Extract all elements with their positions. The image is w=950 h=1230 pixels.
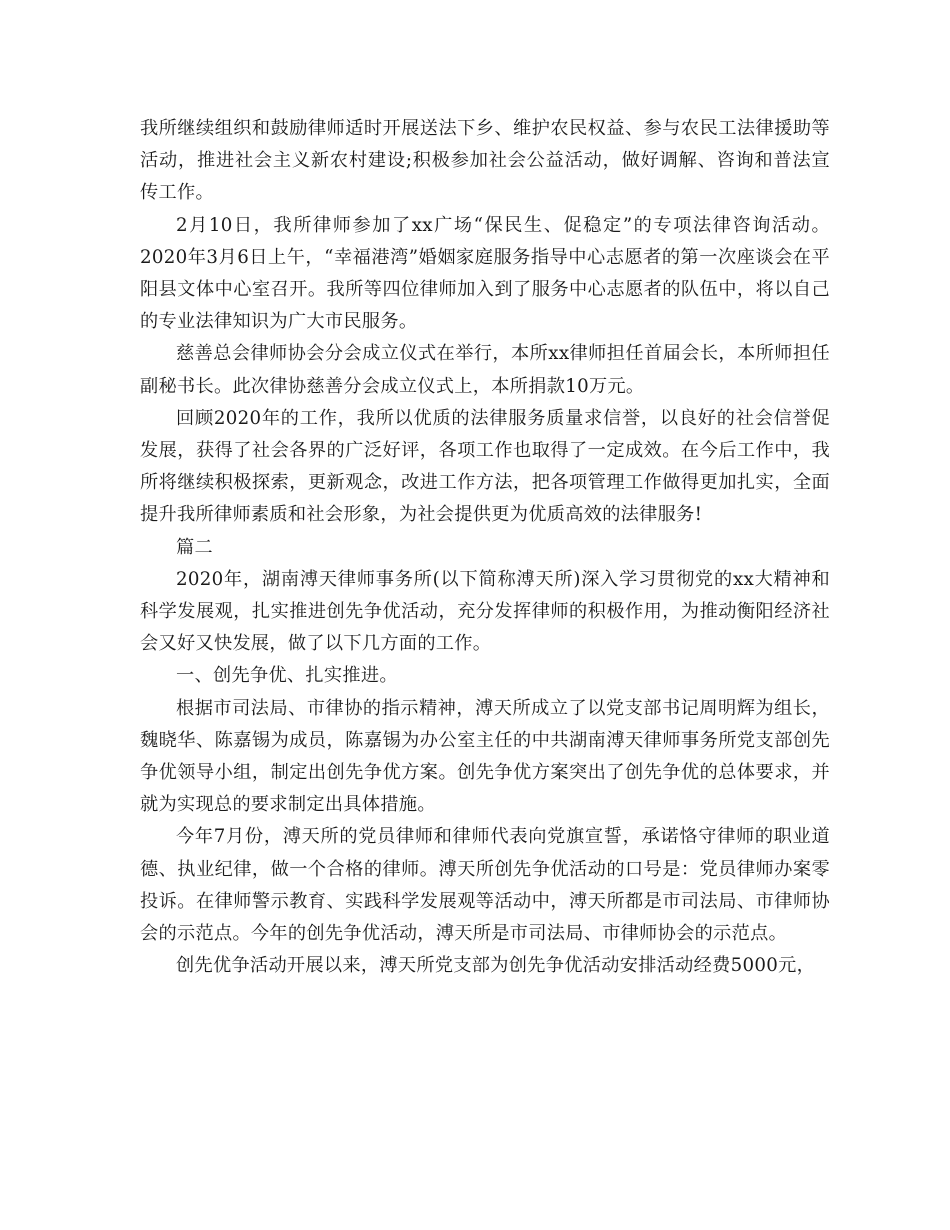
paragraph-feb-activity: 2月10日，我所律师参加了xx广场“保民生、促稳定”的专项法律咨询活动。2020年3月6日上午，“幸福港湾”婚姻家庭服务指导中心志愿者的第一次座谈会在平阳县文体中心室召开。我所等四位律师加入到了服务中心志愿者的队伍中，将以自己的专业法律知识为广大市民服务。 (140, 214, 830, 333)
document-body (140, 113, 830, 982)
paragraph-intro-part-two: 2020年，湖南溥天律师事务所(以下简称溥天所)深入学习贯彻党的xx大精神和科学发展观，扎实推进创先争优活动，充分发挥律师的积极作用，为推动衡阳经济社会又好又快发展，做了以下几方面的工作。 (140, 568, 830, 655)
paragraph-review: 回顾2020年的工作，我所以优质的法律服务质量求信誉，以良好的社会信誉促发展，获得了社会各界的广泛好评，各项工作也取得了一定成效。在今后工作中，我所将继续积极探索，更新观念，改进工作方法，把各项管理工作做得更加扎实，全面提升我所律师素质和社会形象，为社会提供更为优质高效的法律服务! (140, 407, 830, 526)
section-heading-part-two: 篇二 (176, 536, 213, 558)
paragraph-leadership-group: 根据市司法局、市律协的指示精神，溥天所成立了以党支部书记周明辉为组长，魏晓华、陈嘉锡为成员，陈嘉锡为办公室主任的中共湖南溥天律师事务所党支部创先争优领导小组，制定出创先争优方案。创先争优方案突出了创先争优的总体要求，并就为实现总的要求制定出具体措施。 (140, 697, 830, 816)
subheading-excellence: 一、创先争优、扎实推进。 (176, 665, 398, 687)
paragraph-july-oath: 今年7月份，溥天所的党员律师和律师代表向党旗宣誓，承诺恪守律师的职业道德、执业纪律，做一个合格的律师。溥天所创先争优活动的口号是：党员律师办案零投诉。在律师警示教育、实践科学发展观等活动中，溥天所都是市司法局、市律师协会的示范点。今年的创先争优活动，溥天所是市司法局、市律师协会的示范点。 (140, 826, 830, 945)
paragraph-funding: 创先优争活动开展以来，溥天所党支部为创先争优活动安排活动经费5000元， (176, 955, 816, 977)
paragraph-continued: 我所继续组织和鼓励律师适时开展送法下乡、维护农民权益、参与农民工法律援助等活动，推进社会主义新农村建设;积极参加社会公益活动，做好调解、咨询和普法宣传工作。 (140, 118, 830, 204)
paragraph-charity-branch: 慈善总会律师协会分会成立仪式在举行，本所xx律师担任首届会长，本所师担任副秘书长。此次律协慈善分会成立仪式上，本所捐款10万元。 (140, 343, 830, 397)
